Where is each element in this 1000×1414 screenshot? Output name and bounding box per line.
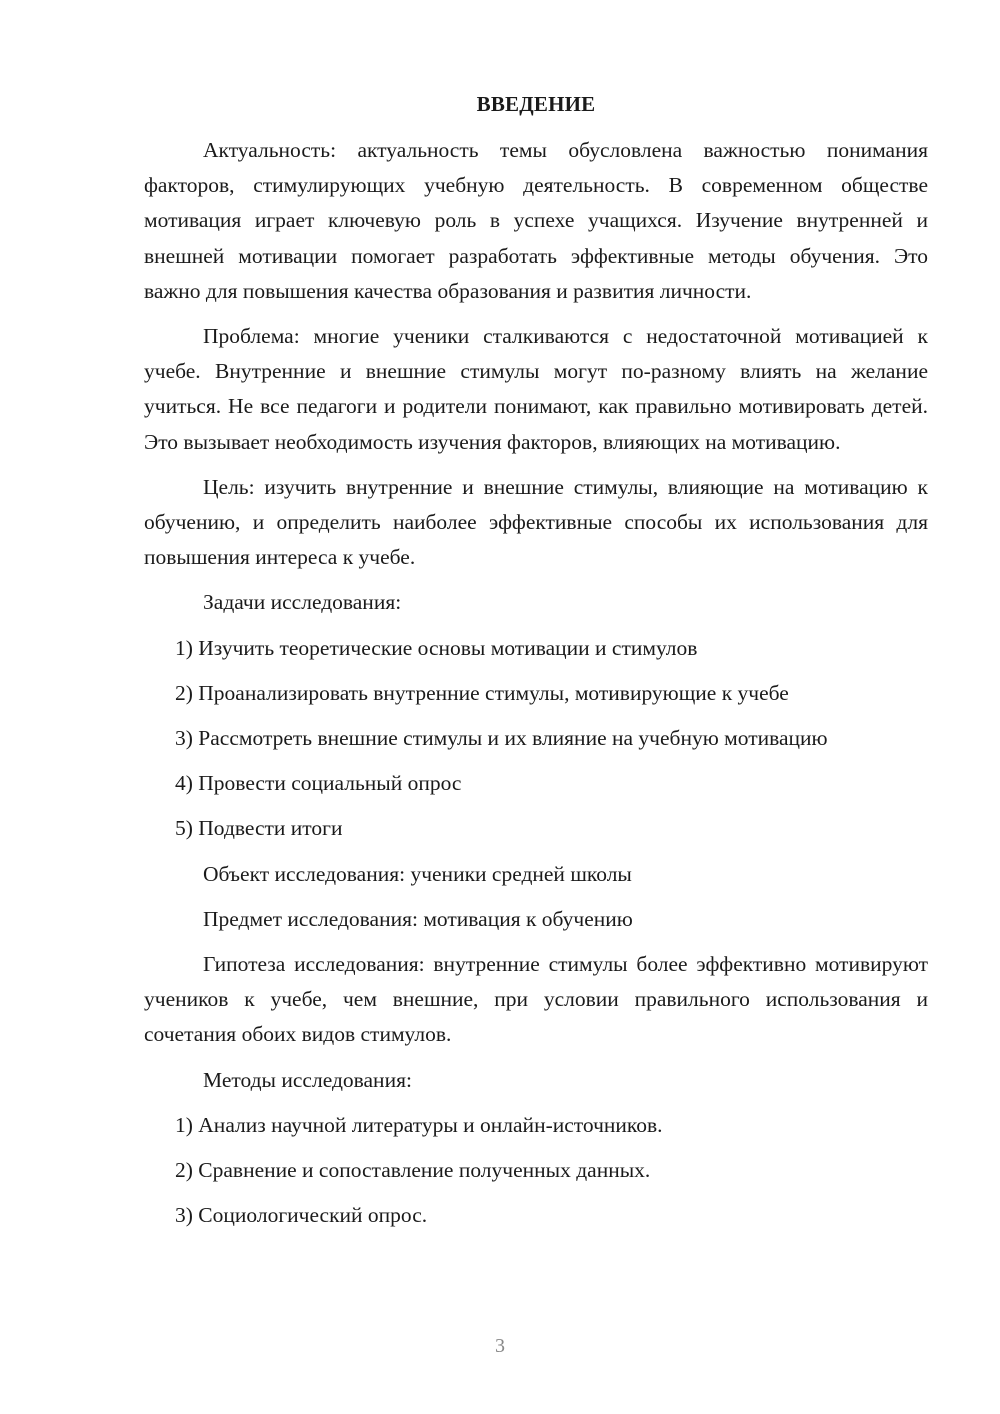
list-item: 3) Рассмотреть внешние стимулы и их влияние на учебную мотивацию (175, 726, 828, 751)
list-item: 3) Социологический опрос. (175, 1203, 428, 1228)
list-item: 5) Подвести итоги (175, 816, 343, 841)
list-item: 1) Изучить теоретические основы мотивации и стимулов (175, 635, 698, 660)
section-heading: ВВЕДЕНИЕ (476, 92, 596, 116)
methods-heading: Методы исследования: (203, 1067, 412, 1092)
document-page (144, 92, 928, 1243)
problem-paragraph: Проблема: многие ученики сталкиваются с недостаточной мотивацией к учебе. Внутренние и внешние стимулы могут по-разному влиять на желание учиться. Не все педагоги и родители понимают, как правильно мотивировать детей. Это вызывает необходимость изучения факторов, влияющих на мотивацию. (144, 324, 928, 454)
list-item: 4) Провести социальный опрос (175, 771, 462, 796)
methods-list (144, 1108, 928, 1234)
list-item: 2) Сравнение и сопоставление полученных данных. (175, 1158, 651, 1183)
hypothesis-paragraph: Гипотеза исследования: внутренние стимулы более эффективно мотивируют учеников к учебе, чем внешние, при условии правильного использования и сочетания обоих видов стимулов. (144, 952, 928, 1047)
page-number: 3 (495, 1335, 505, 1357)
tasks-list (144, 631, 928, 847)
research-subject: Предмет исследования: мотивация к обучению (203, 906, 633, 931)
tasks-heading: Задачи исследования: (203, 590, 402, 615)
relevance-paragraph: Актуальность: актуальность темы обусловлена важностью понимания факторов, стимулирующих учебную деятельность. В современном обществе мотивация играет ключевую роль в успехе учащихся. Изучение внутренней и внешней мотивации помогает разработать эффективные методы обучения. Это важно для повышения качества образования и развития личности. (144, 138, 928, 303)
list-item: 1) Анализ научной литературы и онлайн-источников. (175, 1112, 663, 1137)
goal-paragraph: Цель: изучить внутренние и внешние стимулы, влияющие на мотивацию к обучению, и определить наиболее эффективные способы их использования для повышения интереса к учебе. (144, 474, 928, 570)
list-item: 2) Проанализировать внутренние стимулы, мотивирующие к учебе (175, 680, 789, 705)
research-object: Объект исследования: ученики средней школы (203, 861, 632, 886)
